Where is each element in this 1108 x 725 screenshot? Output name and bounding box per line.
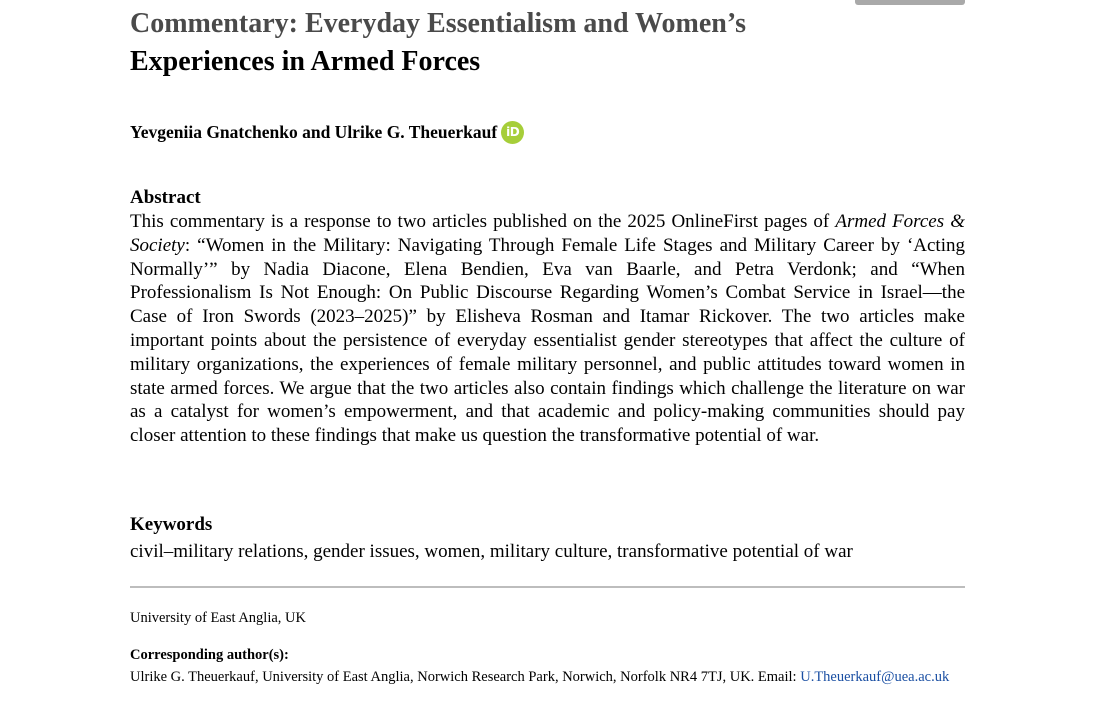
orcid-icon[interactable]: iD xyxy=(501,121,524,144)
title-line-1: Commentary: Everyday Essentialism and Women’s xyxy=(130,8,746,39)
title-line-2: Experiences in Armed Forces xyxy=(130,46,481,77)
corresponding-author-details xyxy=(130,667,965,688)
journal-name: Armed Forces & Society xyxy=(130,211,965,256)
affiliation: University of East Anglia, UK xyxy=(130,610,306,626)
footnote-divider xyxy=(130,586,965,588)
abstract-part-2: : “Women in the Military: Navigating Through Female Life Stages and Military Career by ‘Acting Normally’” by Nadia Diacone, Elena Bendien, Eva van Baarle, and Petra Verdonk; and “When Professionalism Is Not Enough: On Public Discourse Regarding Women’s Combat Service in Israel—the Case of Iron Swords (2023–2025)” by Elisheva Rosman and Itamar Rickover. The two articles make important points about the persistence of everyday essentialist gender stereotypes that affect the culture of military organizations, the experiences of female military personnel, and public attitudes toward women in state armed forces. We argue that the two articles also contain findings which challenge the literature on war as a catalyst for women’s empowerment, and that academic and policy-making communities should pay closer attention to these findings that make us question the transformative potential of war. xyxy=(130,234,965,447)
keywords-list: civil–military relations, gender issues, women, military culture, transformative potential of war xyxy=(130,541,853,562)
corresponding-email-link[interactable]: U.Theuerkauf@uea.ac.uk xyxy=(800,669,950,685)
keywords-heading: Keywords xyxy=(130,514,213,535)
corresponding-author-heading: Corresponding author(s): xyxy=(130,647,289,663)
author-list xyxy=(130,120,524,144)
abstract-part-1: This commentary is a response to two articles published on the 2025 OnlineFirst pages of xyxy=(130,211,836,232)
author-names: Yevgeniia Gnatchenko and Ulrike G. Theuerkauf xyxy=(130,122,498,142)
corresponding-author-address: Ulrike G. Theuerkauf, University of East Anglia, Norwich Research Park, Norwich, Norfolk NR4 7TJ, UK. Email: xyxy=(130,669,801,685)
abstract-text xyxy=(130,210,965,448)
article-title xyxy=(130,5,965,81)
abstract-heading: Abstract xyxy=(130,187,201,208)
